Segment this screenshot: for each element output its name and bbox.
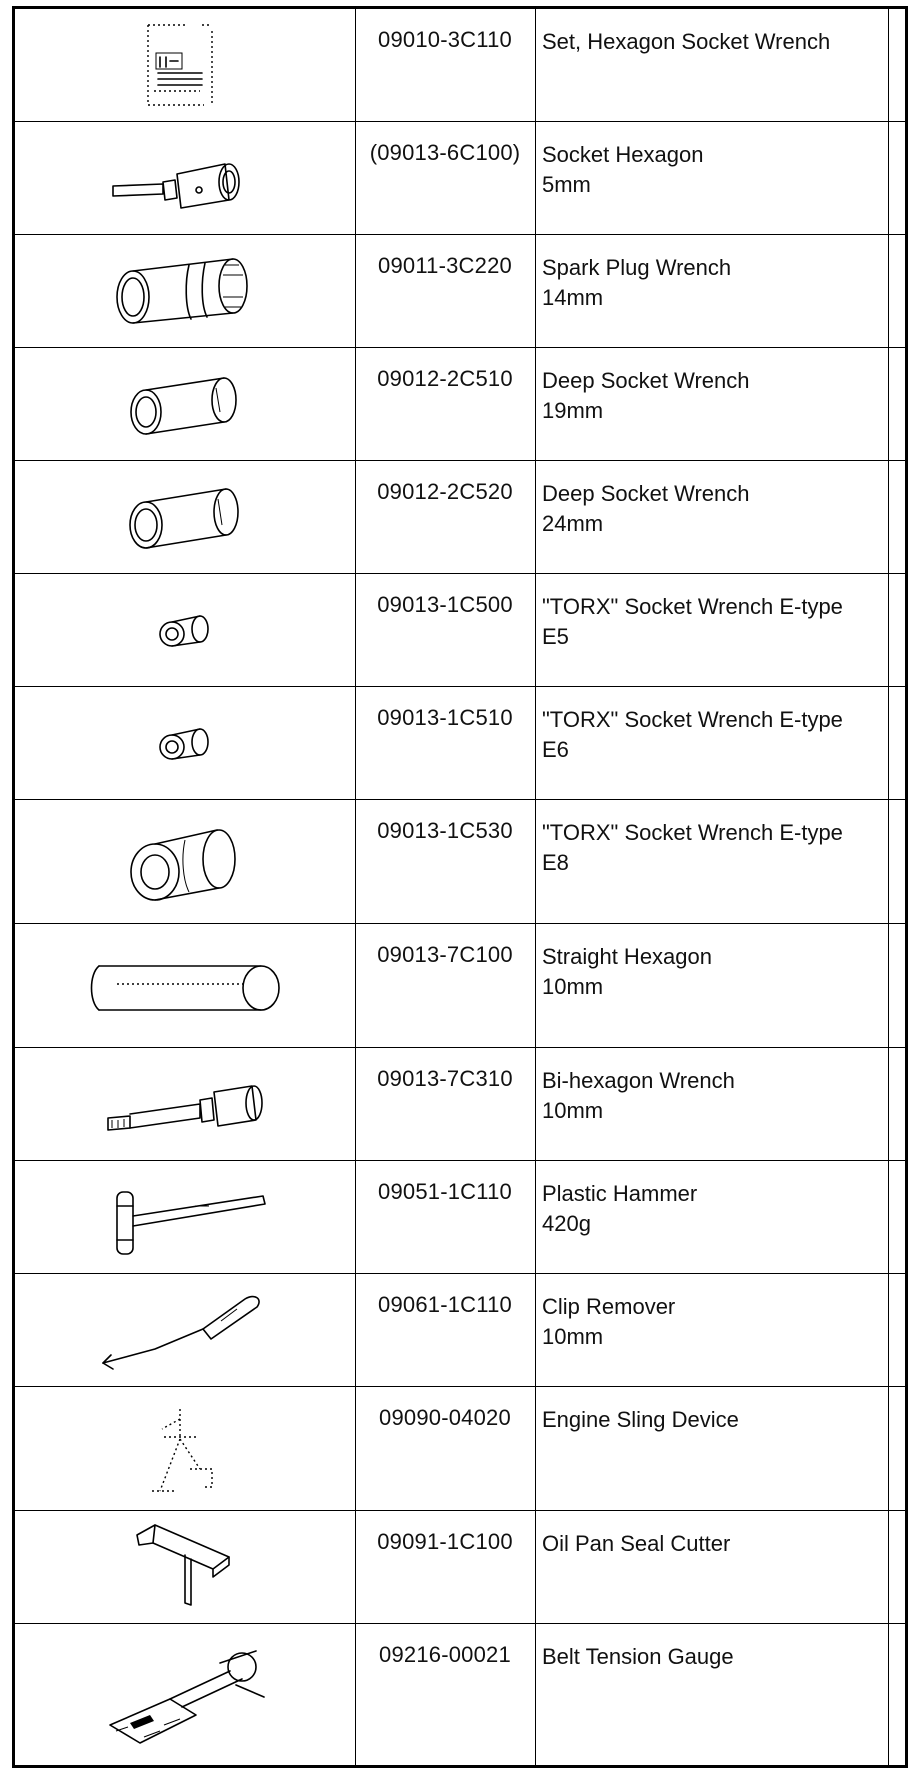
tool-description: Straight Hexagon 10mm bbox=[542, 944, 712, 999]
part-number: 09010-3C110 bbox=[378, 27, 512, 52]
part-number: 09013-1C510 bbox=[377, 705, 513, 730]
seal-cutter-icon bbox=[15, 1511, 355, 1623]
table-row bbox=[15, 1624, 905, 1765]
tool-description: "TORX" Socket Wrench E-type E8 bbox=[542, 820, 843, 875]
table-row bbox=[15, 461, 905, 574]
table-row bbox=[15, 122, 905, 235]
part-number: 09090-04020 bbox=[379, 1405, 511, 1430]
hex-bit-socket-icon bbox=[15, 122, 355, 234]
table-row bbox=[15, 924, 905, 1048]
straight-hexagon-tube-icon bbox=[15, 924, 355, 1047]
table-row bbox=[15, 1387, 905, 1511]
tool-description: Set, Hexagon Socket Wrench bbox=[542, 29, 831, 54]
torx-socket-large-icon bbox=[15, 800, 355, 923]
table-row bbox=[15, 687, 905, 800]
torx-socket-small-icon bbox=[15, 687, 355, 799]
part-number: 09061-1C110 bbox=[378, 1292, 512, 1317]
tool-description: Belt Tension Gauge bbox=[542, 1644, 734, 1669]
part-number: 09013-7C310 bbox=[377, 1066, 513, 1091]
tool-description: Bi-hexagon Wrench 10mm bbox=[542, 1068, 735, 1123]
plastic-hammer-icon bbox=[15, 1161, 355, 1273]
table-row bbox=[15, 574, 905, 687]
table-row bbox=[15, 1274, 905, 1387]
tool-description: Engine Sling Device bbox=[542, 1407, 739, 1432]
tool-description: Deep Socket Wrench 24mm bbox=[542, 481, 750, 536]
spark-plug-socket-icon bbox=[15, 235, 355, 347]
tool-description: "TORX" Socket Wrench E-type E6 bbox=[542, 707, 843, 762]
part-number: 09013-7C100 bbox=[377, 942, 513, 967]
tool-description: Socket Hexagon 5mm bbox=[542, 142, 704, 197]
part-number: 09091-1C100 bbox=[377, 1529, 513, 1554]
part-number: 09012-2C510 bbox=[377, 366, 513, 391]
table-row bbox=[15, 1511, 905, 1624]
table-row bbox=[15, 348, 905, 461]
part-number: 09012-2C520 bbox=[377, 479, 513, 504]
table-row bbox=[15, 800, 905, 924]
part-number: 09011-3C220 bbox=[378, 253, 512, 278]
tool-description: "TORX" Socket Wrench E-type E5 bbox=[542, 594, 843, 649]
socket-wrench-set-icon bbox=[15, 9, 355, 121]
part-number: 09051-1C110 bbox=[378, 1179, 512, 1204]
part-number: 09013-1C500 bbox=[377, 592, 513, 617]
bi-hexagon-bit-socket-icon bbox=[15, 1048, 355, 1160]
engine-sling-icon bbox=[15, 1387, 355, 1510]
part-number: 09013-1C530 bbox=[377, 818, 513, 843]
table-row bbox=[15, 9, 905, 122]
tool-description: Oil Pan Seal Cutter bbox=[542, 1531, 731, 1556]
part-number: (09013-6C100) bbox=[369, 140, 521, 165]
torx-socket-small-icon bbox=[15, 574, 355, 686]
clip-remover-icon bbox=[15, 1274, 355, 1386]
part-number: 09216-00021 bbox=[379, 1642, 511, 1667]
deep-socket-icon bbox=[15, 348, 355, 460]
tool-description: Spark Plug Wrench 14mm bbox=[542, 255, 732, 310]
tools-table bbox=[12, 6, 908, 1768]
belt-tension-gauge-icon bbox=[15, 1624, 355, 1765]
table-row bbox=[15, 235, 905, 348]
tool-description: Plastic Hammer 420g bbox=[542, 1181, 698, 1236]
table-row bbox=[15, 1048, 905, 1161]
tool-description: Deep Socket Wrench 19mm bbox=[542, 368, 750, 423]
tool-description: Clip Remover 10mm bbox=[542, 1294, 676, 1349]
deep-socket-icon bbox=[15, 461, 355, 573]
table-row bbox=[15, 1161, 905, 1274]
